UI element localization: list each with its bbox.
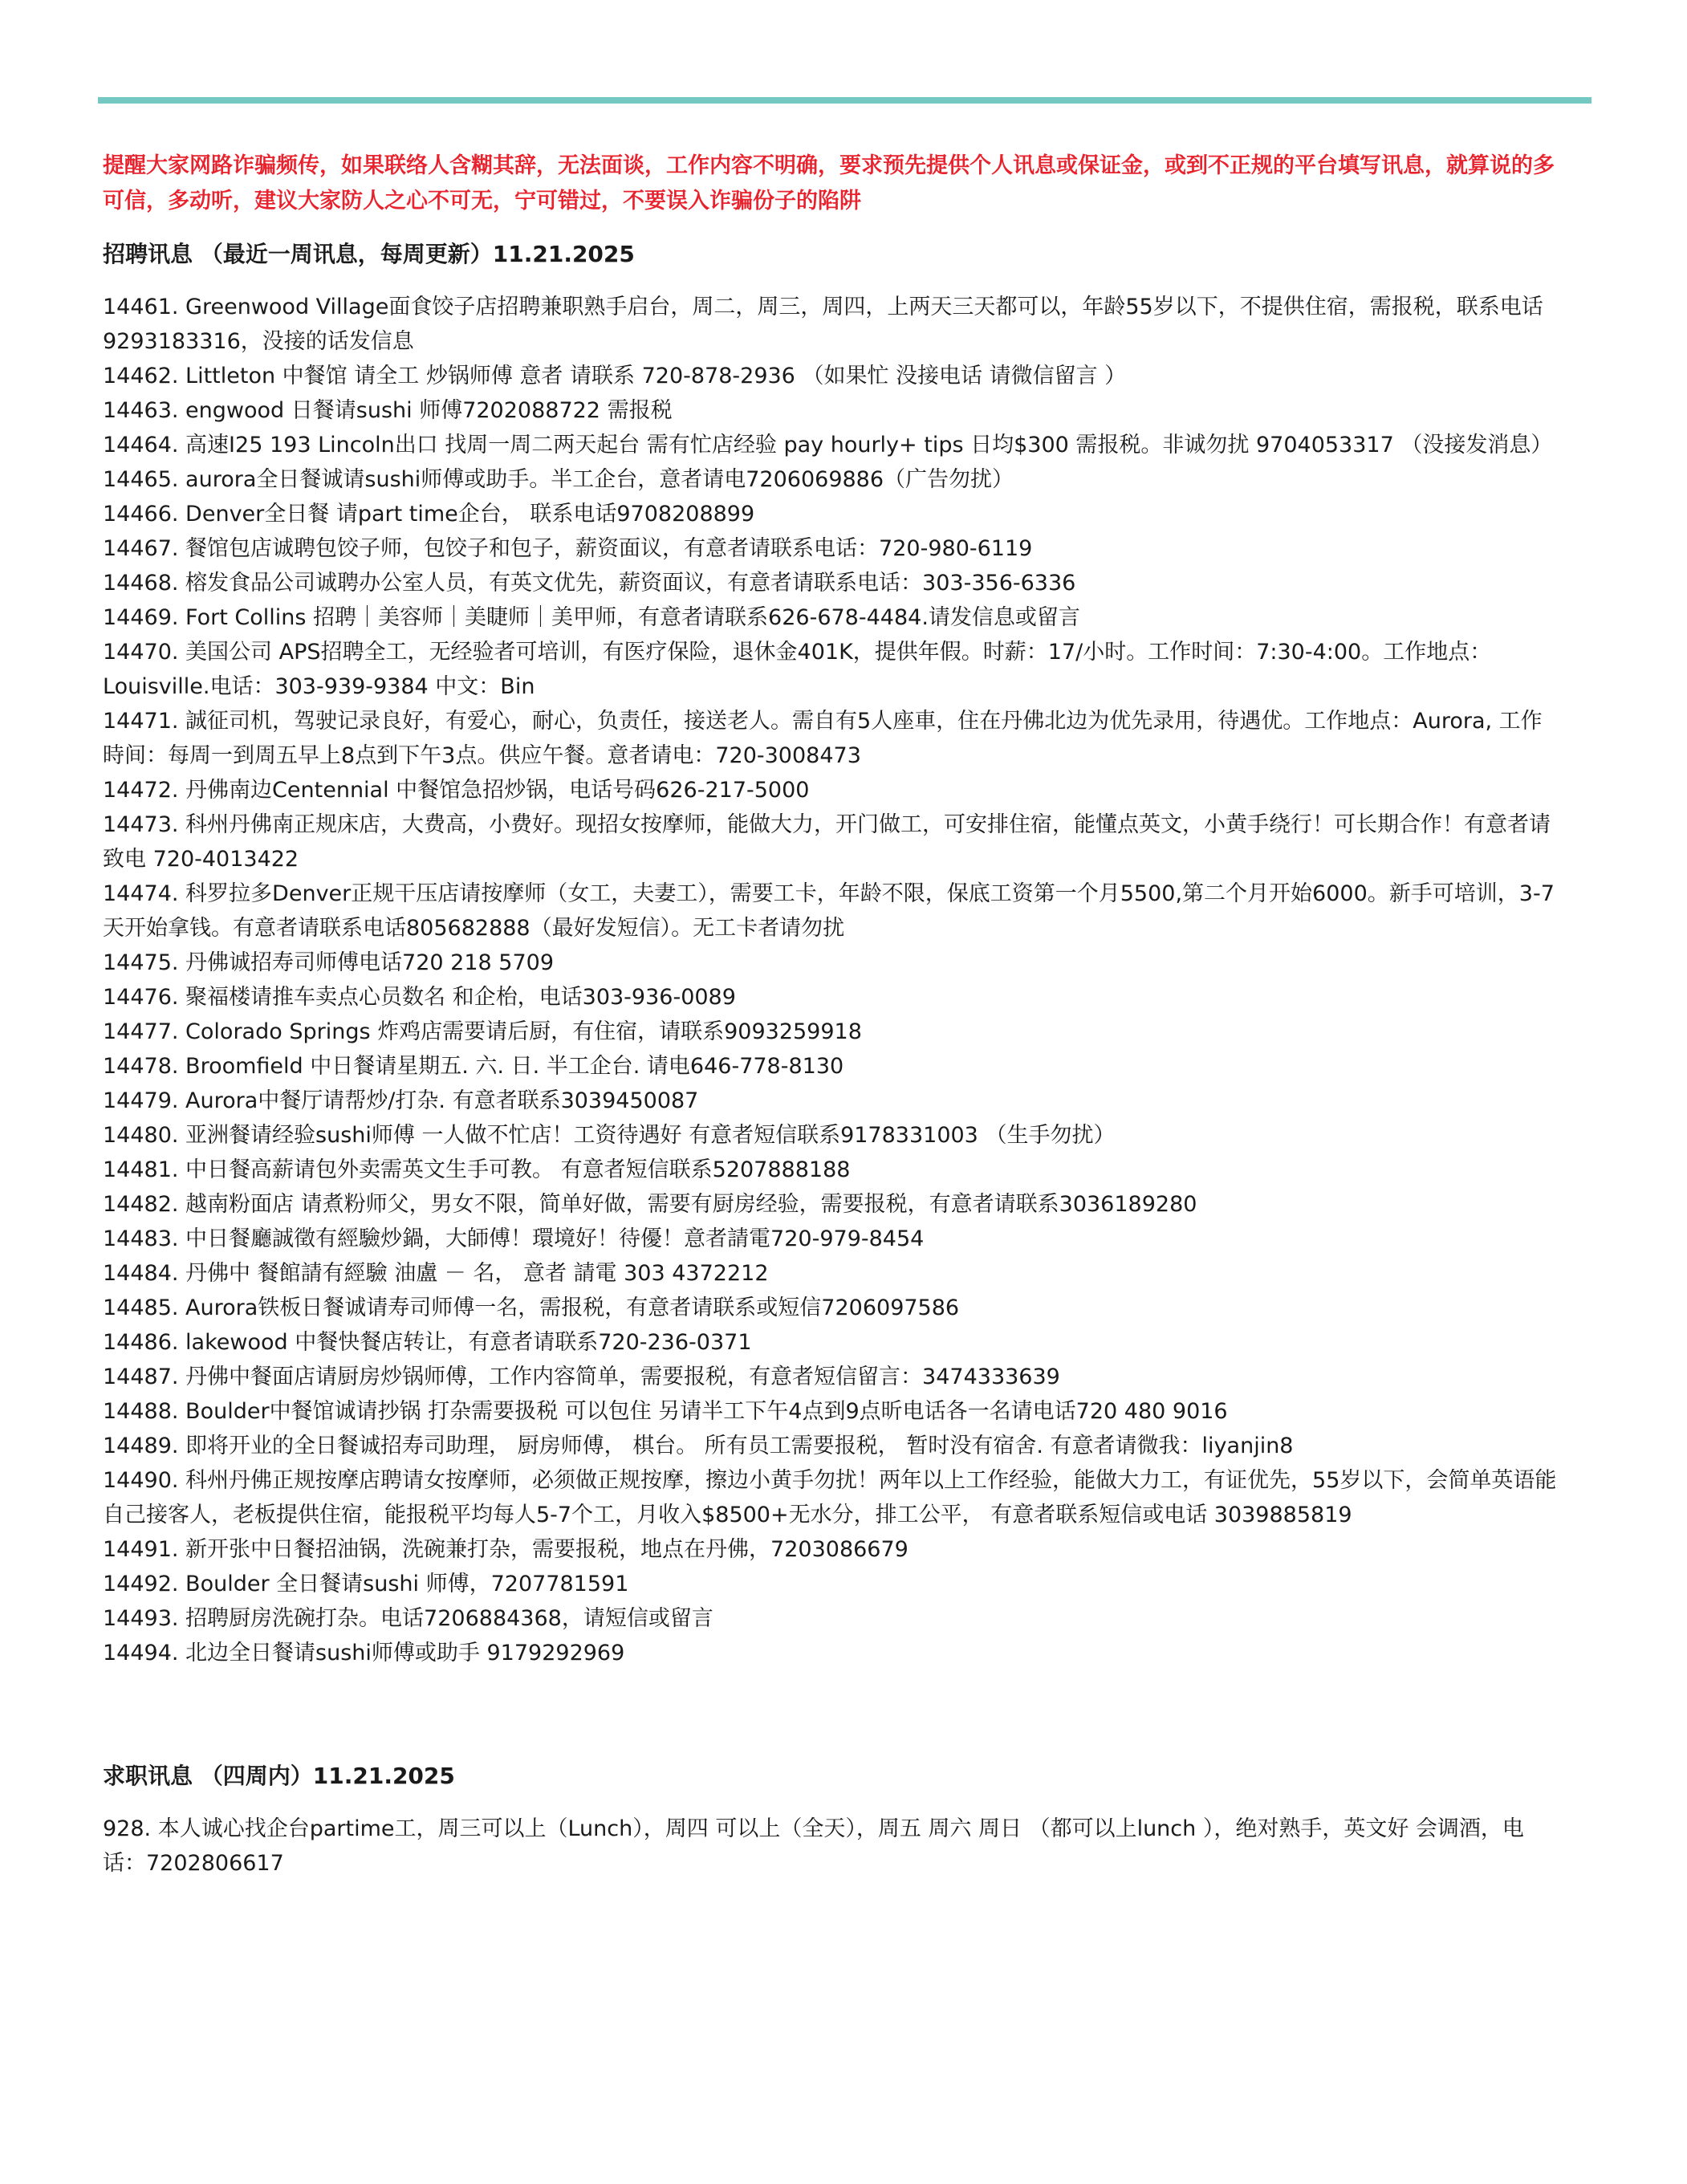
recruit-item: 14488. Boulder中餐馆诚请抄锅 打杂需要扱税 可以包住 另请半工下午4点到9点昕电话各一名请电话720 480 9016 xyxy=(103,1399,1228,1424)
recruit-item: 14492. Boulder 全日餐请sushi 师傅，7207781591 xyxy=(103,1572,629,1596)
document-content xyxy=(103,148,1563,1881)
top-divider xyxy=(98,97,1591,104)
recruit-item: 14486. lakewood 中餐快餐店转让，有意者请联系720-236-0371 xyxy=(103,1330,752,1355)
recruit-item: 14489. 即将开业的全日餐诚招寿司助理， 厨房师傅， 棋台。 所有员工需要报税， 暂时没有宿舍. 有意者请微我：liyanjin8 xyxy=(103,1434,1294,1458)
seeking-item: 928. 本人诚心找企台partime工，周三可以上（Lunch），周四 可以上（全天），周五 周六 周日 （都可以上lunch ），绝对熟手，英文好 会调酒，电话：7202806617 xyxy=(103,1816,1524,1876)
recruit-item: 14468. 榕发食品公司诚聘办公室人员，有英文优先，薪资面议，有意者请联系电话：303-356-6336 xyxy=(103,571,1076,596)
recruit-item: 14462. Littleton 中餐馆 请全工 炒锅师傅 意者 请联系 720-878-2936 （如果忙 没接电话 请微信留言 ） xyxy=(103,364,1127,388)
recruit-item: 14490. 科州丹佛正规按摩店聘请女按摩师，必须做正规按摩，擦边小黄手勿扰！两年以上工作经验，能做大力工，有证优先，55岁以下，会简单英语能自己接客人，老板提供住宿，能报税平均每人5-7个工，月收入$8500+无水分，排工公平， 有意者联系短信或电话 3039885819 xyxy=(103,1468,1557,1527)
recruit-item: 14480. 亚洲餐请经验sushi师傅 一人做不忙店！工资待遇好 有意者短信联系9178331003 （生手勿扰） xyxy=(103,1123,1116,1148)
recruit-item: 14463. engwood 日餐请sushi 师傅7202088722 需报税 xyxy=(103,398,673,423)
recruit-heading: 招聘讯息 （最近一周讯息，每周更新）11.21.2025 xyxy=(103,241,635,267)
recruit-item: 14478. Broomfield 中日餐请星期五. 六. 日. 半工企台. 请电646-778-8130 xyxy=(103,1054,844,1079)
recruit-item: 14471. 誠征司机，驾驶记录良好，有爱心，耐心，负责任，接送老人。需自有5人座車，住在丹佛北边为优先录用，待遇优。工作地点：Aurora, 工作時间：每周一到周五早上8点到下午3点。供应午餐。意者请电：720-3008473 xyxy=(103,709,1543,768)
recruit-item: 14493. 招聘厨房洗碗打杂。电话7206884368，请短信或留言 xyxy=(103,1606,713,1631)
recruit-item: 14469. Fort Collins 招聘｜美容师｜美睫师｜美甲师，有意者请联系626-678-4484.请发信息或留言 xyxy=(103,605,1080,630)
seeking-list xyxy=(103,1812,1563,1881)
fraud-warning: 提醒大家网路诈骗频传，如果联络人含糊其辞，无法面谈，工作内容不明确，要求预先提供个人讯息或保证金，或到不正规的平台填写讯息，就算说的多可信，多动听，建议大家防人之心不可无，宁可错过，不要误入诈骗份子的陷阱 xyxy=(103,153,1555,214)
recruit-item: 14484. 丹佛中 餐館請有經驗 油盧 － 名， 意者 請電 303 4372212 xyxy=(103,1261,769,1286)
recruit-item: 14470. 美国公司 APS招聘全工，无经验者可培训，有医疗保险，退休金401K，提供年假。时薪：17/小时。工作时间：7:30-4:00。工作地点：Louisville.电话：303-939-9384 中文：Bin xyxy=(103,640,1492,699)
recruit-item: 14474. 科罗拉多Denver正规干压店请按摩师（女工，夫妻工），需要工卡，年龄不限，保底工资第一个月5500,第二个月开始6000。新手可培训，3-7天开始拿钱。有意者请联系电话805682888（最好发短信）。无工卡者请勿扰 xyxy=(103,881,1555,941)
recruit-list xyxy=(103,290,1563,1670)
recruit-item: 14472. 丹佛南边Centennial 中餐馆急招炒锅，电话号码626-217-5000 xyxy=(103,778,810,803)
recruit-item: 14465. aurora全日餐诚请sushi师傅或助手。半工企台，意者请电7206069886（广告勿扰） xyxy=(103,467,1014,492)
recruit-item: 14483. 中日餐廳誠徵有經驗炒鍋，大師傅！環境好！待優！意者請電720-979-8454 xyxy=(103,1226,925,1251)
recruit-item: 14479. Aurora中餐厅请帮炒/打杂. 有意者联系3039450087 xyxy=(103,1088,699,1113)
recruit-item: 14464. 高速I25 193 Lincoln出口 找周一周二两天起台 需有忙店经验 pay hourly+ tips 日均$300 需报税。非诚勿扰 9704053317 （没接发消息） xyxy=(103,433,1553,458)
recruit-item: 14481. 中日餐高薪请包外卖需英文生手可教。 有意者短信联系5207888188 xyxy=(103,1157,851,1182)
recruit-item: 14477. Colorado Springs 炸鸡店需要请后厨，有住宿，请联系9093259918 xyxy=(103,1019,862,1044)
recruit-item: 14494. 北边全日餐请sushi师傅或助手 9179292969 xyxy=(103,1641,625,1665)
recruit-item: 14461. Greenwood Village面食饺子店招聘兼职熟手启台，周二，周三，周四，上两天三天都可以，年龄55岁以下，不提供住宿，需报税，联系电话9293183316，没接的话发信息 xyxy=(103,295,1543,354)
section-spacer xyxy=(103,1670,1563,1759)
recruit-item: 14467. 餐馆包店诚聘包饺子师，包饺子和包子，薪资面议，有意者请联系电话：720-980-6119 xyxy=(103,536,1033,561)
recruit-item: 14487. 丹佛中餐面店请厨房炒锅师傅，工作内容简单，需要报税，有意者短信留言：3474333639 xyxy=(103,1364,1060,1389)
recruit-item: 14475. 丹佛诚招寿司师傅电话720 218 5709 xyxy=(103,950,555,975)
recruit-item: 14482. 越南粉面店 请煮粉师父，男女不限，简单好做，需要有厨房经验，需要报税，有意者请联系3036189280 xyxy=(103,1192,1197,1217)
recruit-item: 14473. 科州丹佛南正规床店，大费高，小费好。现招女按摩师，能做大力，开门做工，可安排住宿，能懂点英文，小黄手绕行！可长期合作！有意者请致电 720-4013422 xyxy=(103,812,1551,872)
seeking-heading: 求职讯息 （四周内）11.21.2025 xyxy=(103,1763,455,1789)
recruit-item: 14476. 聚福楼请推车卖点心员数名 和企枱，电话303-936-0089 xyxy=(103,985,736,1010)
recruit-item: 14466. Denver全日餐 请part time企台， 联系电话9708208899 xyxy=(103,502,755,527)
recruit-item: 14485. Aurora铁板日餐诚请寿司师傅一名，需报税，有意者请联系或短信7206097586 xyxy=(103,1295,960,1320)
recruit-item: 14491. 新开张中日餐招油锅，洗碗兼打杂，需要报税，地点在丹佛，7203086679 xyxy=(103,1537,909,1562)
